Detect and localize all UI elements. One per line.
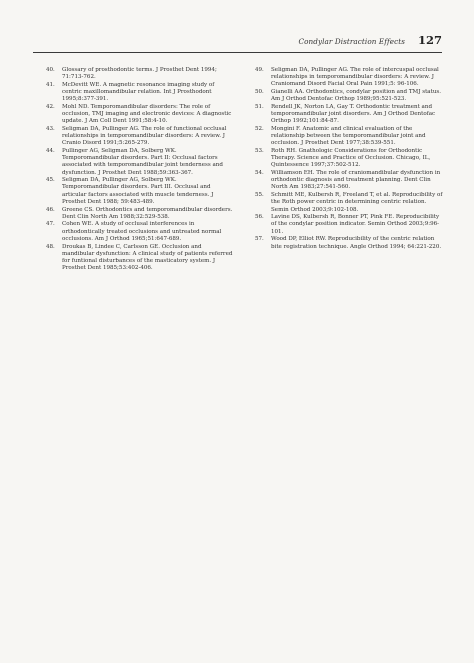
reference-number: 52. [255,126,264,133]
reference-text: Mongini F. Anatomic and clinical evaluation of the relationship between the temporomandibular joint and occlusion. J Prosthet Dent 1977;38:539-551. [271,126,426,147]
reference-number: 47. [46,221,55,228]
reference-number: 46. [46,206,55,213]
reference-entry [255,67,443,88]
running-head: Condylar Distraction Effects [298,37,405,46]
reference-text: Seligman DA, Pullinger AG, Solberg WK. Temporomandibular disorders. Part III. Occlusal and articular factors associated with muscle tenderness. J Prosthet Dent 1988; 59:483-489. [62,177,214,205]
reference-entry [255,192,443,213]
reference-number: 44. [46,148,55,155]
reference-number: 42. [46,103,55,110]
reference-text: Williamson EH. The role of craniomandibular dysfunction in orthodontic diagnosis and treatment planning. Dent Clin North Am 1983;27:541-560. [271,170,441,191]
reference-number: 51. [255,103,264,110]
reference-entry [46,207,234,221]
reference-number: 43. [46,126,55,133]
reference-entry [46,244,234,273]
reference-entry [46,177,234,206]
reference-entry [46,126,234,147]
reference-number: 53. [255,148,264,155]
reference-entry [255,148,443,169]
reference-number: 49. [255,67,264,73]
reference-text: McDevitt WE. A magnetic resonance imaging study of centric maxillomandibular relation. Int J Prosthodont 1995;8:377-391. [62,81,215,103]
reference-entry [255,236,443,250]
reference-text: Droukas B, Lindee C, Carlsson GE. Occlusion and mandibular dysfunction: A clinical study of patients referred for funtional disturbances of the masticatory system. J Prosthet Dent 1985;53:402-406. [62,243,233,271]
reference-number: 50. [255,89,264,96]
reference-number: 48. [46,243,55,250]
reference-text: Seligman DA, Pullinger AG. The role of functional occlusal relationships in temporomandibular disorders: A review. J Cranio Disord 1991;5:265-279. [62,126,227,147]
reference-text: Glossary of prosthodontic terms. J Prosthet Dent 1994; 71:713-762. [62,67,217,81]
reference-number: 45. [46,177,55,184]
reference-text: Roth RH. Gnathologic Considerations for Orthodontic Therapy. Science and Practice of Occlusion. Chicago, IL, Quintessence 1997;37:502-512. [271,148,431,169]
reference-number: 56. [255,214,264,221]
page-header [33,34,442,53]
reference-entry [255,89,443,103]
reference-number: 40. [46,67,55,73]
reference-number: 41. [46,81,55,88]
reference-number: 54. [255,170,264,177]
reference-entry [46,221,234,242]
reference-text: Greene CS. Orthodontics and temporomandibular disorders. Dent Clin North Am 1988;32:529-538. [62,206,233,220]
reference-text: Lavine DS, Kulbersh R, Bonner PT, Pink FE. Reproducibility of the condylar position indicator. Semin Orthod 2003;9:96-101. [271,214,440,235]
reference-number: 55. [255,192,264,199]
reference-text: Cohen WE. A study of occlusal interferences in orthodontically treated occlusions and untreated normal occlusions. Am J Orthod 1965;51:647-689. [62,221,222,242]
reference-text: Gianelli AA. Orthodontics, condylar position and TMJ status. Am J Orthod Dentofac Orthop 1989;95:521-523. [271,89,442,103]
reference-text: Mohl ND. Temporomandibular disorders: The role of occlusion, TMJ imaging and electronic devices: A diagnostic update. J Am Coll Dent 1991;58:4-10. [62,103,232,125]
reference-number: 57. [255,236,264,243]
reference-entry [46,148,234,177]
reference-entry [46,104,234,125]
reference-entry [255,170,443,191]
reference-text: Rendell JK, Norton LA, Gay T. Orthodontic treatment and temporomandibular joint disorders. Am J Orthod Dentofac Orthop 1992;101:84-87. [271,103,436,125]
reference-entry [46,67,234,81]
reference-text: Wood DP, Elliot RW. Reproducibility of the centric relation bite registration technique. Angle Orthod 1994; 64:221-220. [271,236,442,250]
reference-text: Schmitt ME, Kulbersh R, Freeland T, et al. Reproducibility of the Roth power centric in determining centric relation. Semin Orthod 2003;9:102-108. [271,192,443,213]
page-number: 127 [417,33,442,47]
reference-entry [255,104,443,125]
reference-list [46,67,443,273]
reference-text: Pullinger AG, Seligman DA, Solberg WK. Temporomandibular disorders. Part II: Occlusal factors associated with temporomandibular joint tenderness and dysfunction. J Prosthet Dent 1988;59:363-367. [62,148,223,176]
reference-entry [46,82,234,103]
reference-entry [255,126,443,147]
reference-entry [255,214,443,235]
reference-column-right [255,67,443,273]
reference-column-left [46,67,234,273]
reference-text: Seligman DA, Pullinger AG. The role of intercuspal occlusal relationships in temporomandibular disorders: A review. J Craniomand Disord Facial Oral Pain 1991;5: 96-106. [271,67,439,88]
